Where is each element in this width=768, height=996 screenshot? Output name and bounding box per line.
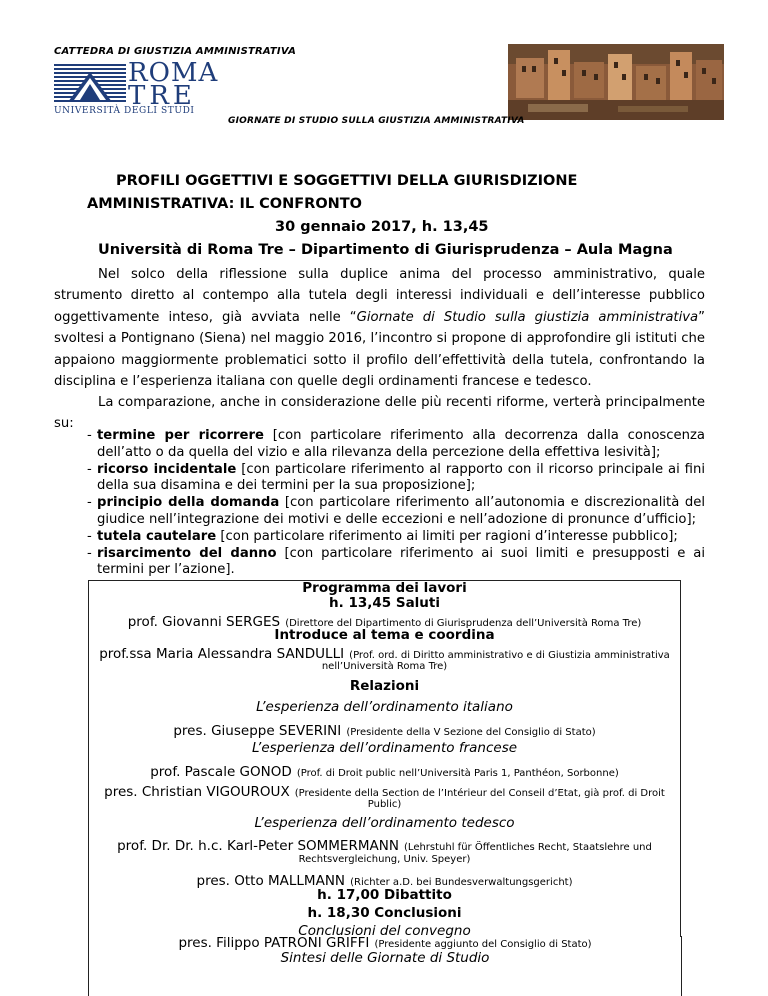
roma-tre-logo (54, 58, 226, 116)
list-item: - principio della domanda [con particolare riferimento all’autonomia e discrezionalità del giudice nell’integrazione dei motivi e delle eccezioni e nell’adozione di pronunce d’ufficio]; (87, 495, 705, 527)
header-photo (508, 44, 724, 120)
speaker-role: (Lehrstuhl für Öffentliches Recht, Staatslehre und (404, 842, 652, 853)
speaker-name: pres. Filippo PATRONI GRIFFI (178, 935, 370, 951)
greetings-time: h. 13,45 Saluti (329, 595, 440, 611)
speaker-patroni-griffi (89, 932, 681, 951)
list-item: - tutela cautelare [con particolare riferimento ai limiti per ragioni d’interesse pubblico]; (87, 528, 678, 544)
topic-term: principio della domanda (97, 495, 280, 511)
title-line-2: AMMINISTRATIVA: IL CONFRONTO (87, 196, 362, 212)
speaker-name: pres. Otto MALLMANN (196, 873, 346, 889)
logo-university: UNIVERSITÀ DEGLI STUDI (54, 106, 195, 116)
programme-heading: Programma dei lavori (302, 580, 467, 596)
topic-desc: [con particolare riferimento alla decorrenza dalla conoscenza dell’atto o da quella del vizio e alla rilevanza della percezione della effettiva lesività]; (97, 428, 705, 460)
speaker-sandulli (89, 643, 680, 662)
topic-desc: [con particolare riferimento all’autonomia e discrezionalità del giudice nell’integrazione dei motivi e delle eccezioni e nell’adozione di pronunce d’ufficio]; (97, 495, 705, 527)
speaker-sandulli-role-cont: nell’Università Roma Tre) (321, 661, 448, 672)
intro-heading: Introduce al tema e coordina (274, 627, 495, 643)
event-venue: Università di Roma Tre – Dipartimento di Giurisprudenza – Aula Magna (98, 242, 673, 258)
programme-box (88, 580, 681, 937)
speaker-name: prof. Giovanni SERGES (127, 614, 281, 630)
logo-roma: ROMA (128, 58, 219, 88)
italian-experience: L’esperienza dell’ordinamento italiano (256, 699, 513, 715)
speaker-role: (Presidente della V Sezione del Consiglio di Stato) (346, 727, 596, 738)
german-experience: L’esperienza dell’ordinamento tedesco (254, 815, 515, 831)
programme-box-tail (88, 936, 682, 996)
summary-title: Sintesi delle Giornate di Studio (280, 950, 490, 966)
title-line-1: PROFILI OGGETTIVI E SOGGETTIVI DELLA GIURISDIZIONE (116, 173, 578, 189)
reports-heading: Relazioni (349, 678, 420, 694)
speaker-sommermann (89, 835, 680, 854)
conclusions-time: h. 18,30 Conclusioni (307, 905, 462, 921)
topic-list (87, 428, 705, 579)
speaker-role: (Presidente aggiunto del Consiglio di Stato) (374, 939, 592, 950)
topic-term: risarcimento del danno (97, 545, 277, 561)
french-experience: L’esperienza dell’ordinamento francese (251, 740, 518, 756)
intro-paragraph-2: La comparazione, anche in considerazione delle più recenti riforme, verterà principalmente su: (54, 395, 705, 432)
speaker-role: (Richter a.D. bei Bundesverwaltungsgericht) (350, 877, 573, 888)
speaker-role: (Prof. di Droit public nell’Università Paris 1, Panthéon, Sorbonne) (296, 768, 619, 779)
topic-desc: [con particolare riferimento al rapporto con il ricorso principale ai fini della sua disamina e dei termini per la sua proposizione]; (97, 461, 705, 494)
speaker-vigouroux (89, 781, 680, 800)
speaker-gonod (89, 761, 680, 780)
speaker-role: (Direttore del Dipartimento di Giurisprudenza dell’Università Roma Tre) (285, 618, 642, 629)
intro-paragraph-1 (54, 264, 705, 392)
speaker-severini (89, 720, 680, 739)
topic-desc: [con particolare riferimento ai suoi limiti e presupposti e ai termini per l’azione]. (97, 545, 705, 578)
event-date: 30 gennaio 2017, h. 13,45 (275, 219, 489, 235)
intro-text-b: ” svoltesi a Pontignano (Siena) nel maggio 2016, l’incontro si propone di approfondire gli istituti che appaiono maggiormente problematici sotto il profilo dell’effettività della tutela, confrontando la disciplina e l’esperienza italiana con quelle degli ordinamenti francese e tedesco. (54, 309, 705, 390)
conclusions-title: Conclusioni del convegno (298, 923, 471, 939)
topic-term: termine per ricorrere (97, 428, 264, 443)
intro-text-italic: Giornate di Studio sulla giustizia amministrativa (356, 309, 699, 325)
speaker-name: prof.ssa Maria Alessandra SANDULLI (99, 646, 345, 662)
list-item: - termine per ricorrere [con particolare riferimento alla decorrenza dalla conoscenza dell’atto o da quella del vizio e alla rilevanza della percezione della effettiva lesività]; (87, 428, 705, 460)
list-item: - ricorso incidentale [con particolare riferimento al rapporto con il ricorso principale ai fini della sua disamina e dei termini per la sua proposizione]; (87, 461, 705, 494)
speaker-role: (Prof. ord. di Diritto amministrativo e di Giustizia amministrativa (349, 650, 670, 661)
speaker-name: prof. Dr. Dr. h.c. Karl-Peter SOMMERMANN (117, 838, 399, 854)
logo-tre: TRE (128, 81, 196, 111)
study-days-label: GIORNATE DI STUDIO SULLA GIUSTIZIA AMMINISTRATIVA (228, 116, 525, 126)
list-item: - risarcimento del danno [con particolare riferimento ai suoi limiti e presupposti e ai termini per l’azione]. (87, 545, 705, 578)
speaker-role: (Presidente della Section de l’Intérieur del Conseil d’Etat, già prof. di Droit (294, 788, 665, 799)
speaker-name: pres. Christian VIGOUROUX (104, 784, 290, 800)
debate-time: h. 17,00 Dibattito (317, 887, 452, 903)
speaker-name: prof. Pascale GONOD (150, 764, 292, 780)
intro-text-a: Nel solco della riflessione sulla duplice anima del processo amministrativo, quale strumento diretto al contempo alla tutela degli interessi individuali e dell’interesse pubblico oggettivamente inteso, già avviata nelle “ (54, 267, 705, 325)
speaker-vigouroux-role-cont: Public) (367, 799, 402, 810)
topic-desc: [con particolare riferimento ai limiti per ragioni d’interesse pubblico]; (216, 528, 678, 544)
speaker-sommermann-role-cont: Rechtsvergleichung, Univ. Speyer) (298, 854, 471, 865)
topic-term: tutela cautelare (97, 528, 217, 544)
city-fresco-image (508, 44, 724, 120)
topic-term: ricorso incidentale (97, 461, 237, 477)
chair-label: CATTEDRA DI GIUSTIZIA AMMINISTRATIVA (54, 46, 297, 57)
speaker-name: pres. Giuseppe SEVERINI (173, 723, 342, 739)
